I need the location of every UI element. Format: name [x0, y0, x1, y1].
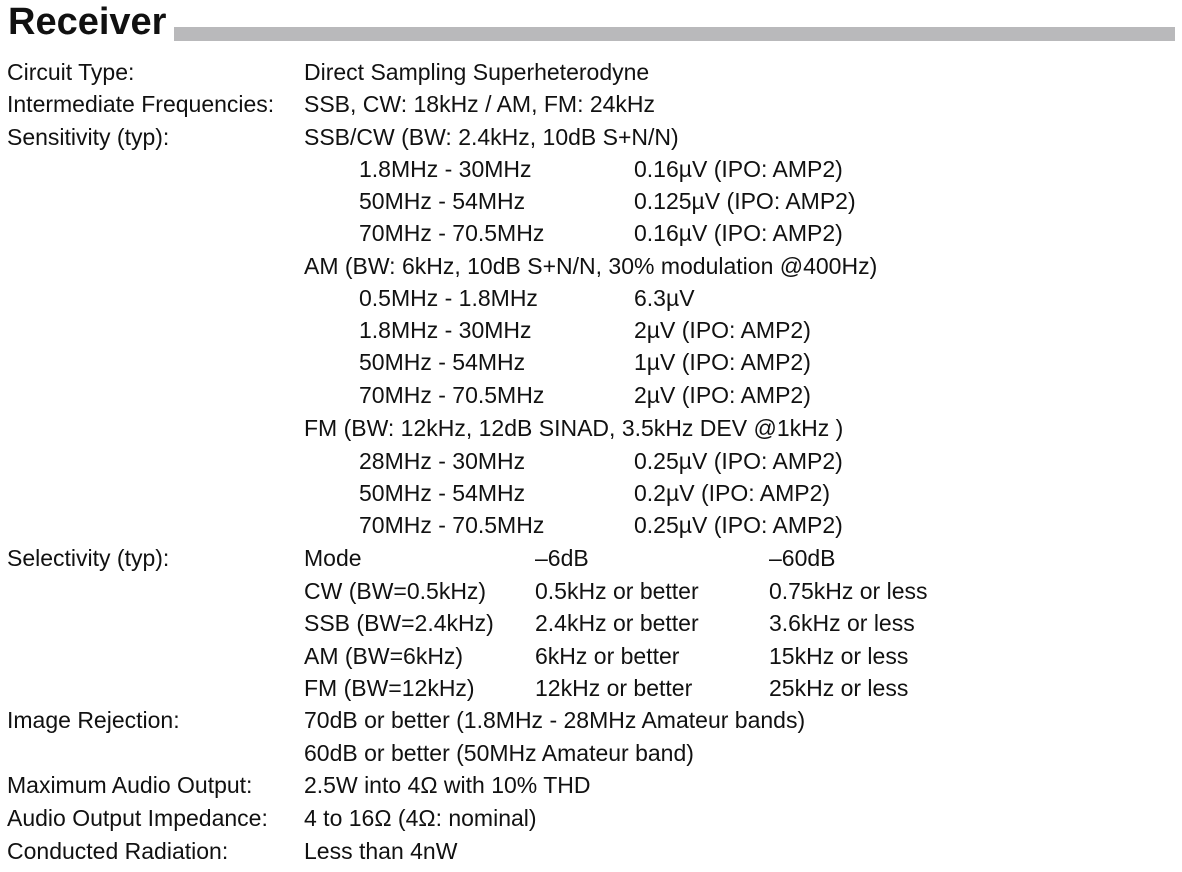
selectivity-header-60db: –60dB [769, 545, 836, 571]
sensitivity-range: 50MHz - 54MHz [359, 188, 526, 214]
sensitivity-range: 0.5MHz - 1.8MHz [359, 285, 538, 311]
audio-output-impedance-label: Audio Output Impedance: [7, 805, 268, 831]
sensitivity-value: 1µV (IPO: AMP2) [634, 349, 811, 375]
selectivity-label: Selectivity (typ): [7, 545, 170, 571]
intermediate-frequencies-label: Intermediate Frequencies: [7, 91, 275, 117]
sensitivity-ssb-cw-heading: SSB/CW (BW: 2.4kHz, 10dB S+N/N) [304, 124, 679, 150]
conducted-radiation-label: Conducted Radiation: [7, 838, 229, 864]
sensitivity-label: Sensitivity (typ): [7, 124, 170, 150]
selectivity-6db-value: 2.4kHz or better [535, 610, 699, 636]
max-audio-output-value: 2.5W into 4Ω with 10% THD [304, 772, 591, 798]
selectivity-60db-value: 15kHz or less [769, 643, 909, 669]
selectivity-60db-value: 0.75kHz or less [769, 578, 928, 604]
selectivity-60db-value: 3.6kHz or less [769, 610, 915, 636]
sensitivity-range: 70MHz - 70.5MHz [359, 220, 545, 246]
selectivity-mode: SSB (BW=2.4kHz) [304, 610, 494, 636]
sensitivity-range: 70MHz - 70.5MHz [359, 512, 545, 538]
image-rejection-label: Image Rejection: [7, 707, 180, 733]
sensitivity-value: 0.25µV (IPO: AMP2) [634, 512, 843, 538]
selectivity-6db-value: 12kHz or better [535, 675, 693, 701]
sensitivity-value: 6.3µV [634, 285, 695, 311]
sensitivity-range: 50MHz - 54MHz [359, 349, 526, 375]
sensitivity-value: 0.125µV (IPO: AMP2) [634, 188, 856, 214]
image-rejection-line: 60dB or better (50MHz Amateur band) [304, 740, 694, 766]
section-title: Receiver [8, 0, 174, 44]
sensitivity-value: 0.2µV (IPO: AMP2) [634, 480, 831, 506]
circuit-type-label: Circuit Type: [7, 59, 135, 85]
sensitivity-range: 50MHz - 54MHz [359, 480, 526, 506]
selectivity-mode: AM (BW=6kHz) [304, 643, 464, 669]
image-rejection-line: 70dB or better (1.8MHz - 28MHz Amateur bands) [304, 707, 806, 733]
conducted-radiation-value: Less than 4nW [304, 838, 458, 864]
circuit-type-value: Direct Sampling Superheterodyne [304, 59, 650, 85]
sensitivity-value: 2µV (IPO: AMP2) [634, 382, 811, 408]
intermediate-frequencies-value: SSB, CW: 18kHz / AM, FM: 24kHz [304, 91, 656, 117]
title-underline-bar [8, 27, 1175, 41]
sensitivity-range: 1.8MHz - 30MHz [359, 156, 532, 182]
sensitivity-value: 0.16µV (IPO: AMP2) [634, 156, 843, 182]
sensitivity-range: 28MHz - 30MHz [359, 448, 526, 474]
sensitivity-fm-heading: FM (BW: 12kHz, 12dB SINAD, 3.5kHz DEV @1kHz ) [304, 415, 844, 441]
sensitivity-range: 70MHz - 70.5MHz [359, 382, 545, 408]
selectivity-6db-value: 6kHz or better [535, 643, 680, 669]
sensitivity-value: 2µV (IPO: AMP2) [634, 317, 811, 343]
max-audio-output-label: Maximum Audio Output: [7, 772, 253, 798]
selectivity-6db-value: 0.5kHz or better [535, 578, 699, 604]
selectivity-mode: CW (BW=0.5kHz) [304, 578, 487, 604]
selectivity-60db-value: 25kHz or less [769, 675, 909, 701]
sensitivity-am-heading: AM (BW: 6kHz, 10dB S+N/N, 30% modulation @400Hz) [304, 253, 878, 279]
audio-output-impedance-value: 4 to 16Ω (4Ω: nominal) [304, 805, 537, 831]
sensitivity-value: 0.25µV (IPO: AMP2) [634, 448, 843, 474]
selectivity-header-mode: Mode [304, 545, 362, 571]
sensitivity-range: 1.8MHz - 30MHz [359, 317, 532, 343]
selectivity-mode: FM (BW=12kHz) [304, 675, 475, 701]
sensitivity-value: 0.16µV (IPO: AMP2) [634, 220, 843, 246]
selectivity-header-6db: –6dB [535, 545, 589, 571]
